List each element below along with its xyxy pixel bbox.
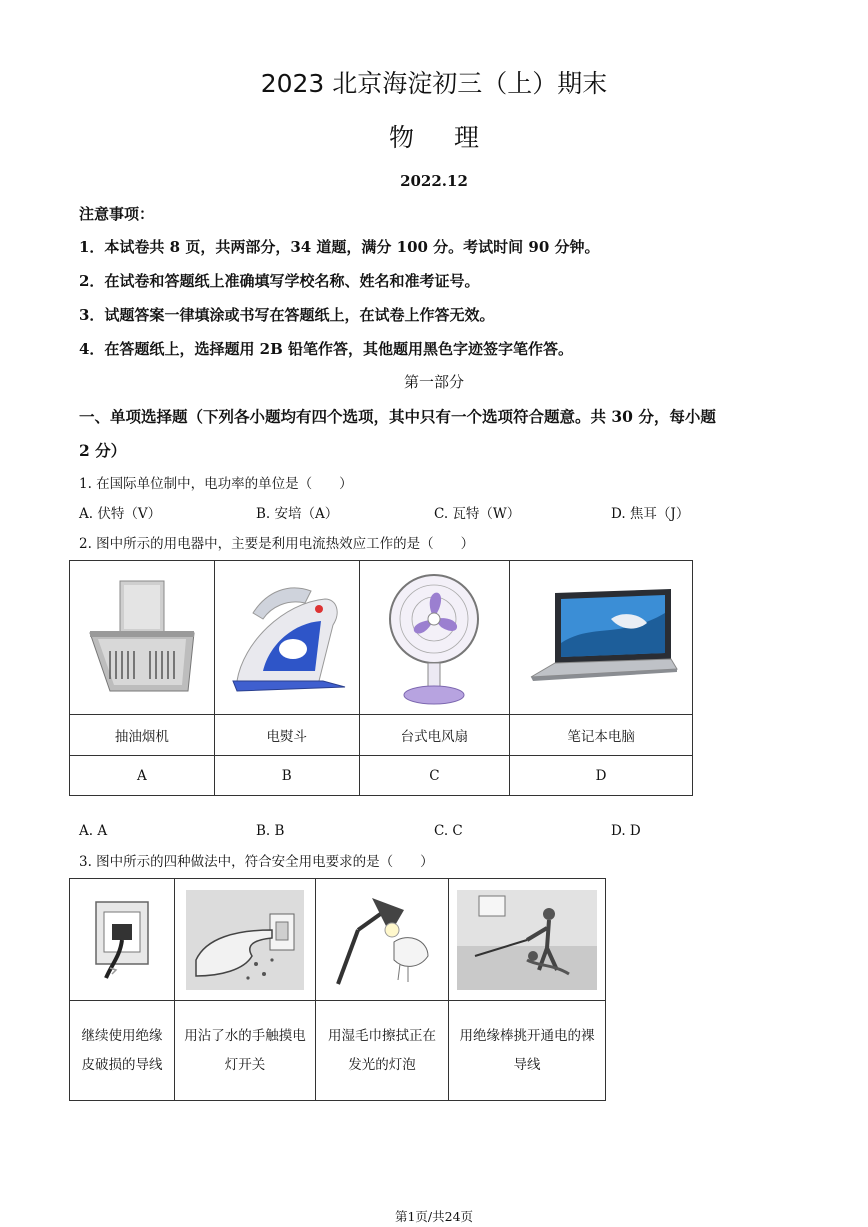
q2-option-d: D. D (611, 823, 641, 839)
note-item: 4．在答题纸上，选择题用 2B 铅笔作答，其他题用黑色字迹签字笔作答。 (79, 340, 573, 358)
q3-caption-a: 继续使用绝缘皮破损的导线 (70, 1001, 175, 1101)
q2-cell-letter: A (70, 756, 215, 796)
part-title: 第一部分 (403, 373, 464, 391)
rescue-stick-icon (449, 879, 606, 1001)
q2-cell-letter: C (359, 756, 510, 796)
q3-caption-b: 用沾了水的手触摸电灯开关 (175, 1001, 316, 1101)
q3-caption-d: 用绝缘棒挑开通电的裸导线 (449, 1001, 606, 1101)
q1-option-c: C. 瓦特（W） (434, 506, 521, 522)
q3-figure-table (69, 878, 606, 1101)
question-1-stem: 1. 在国际单位制中，电功率的单位是（ ） (79, 476, 353, 492)
q1-option-b: B. 安培（A） (256, 506, 339, 522)
q2-cell-name: 抽油烟机 (70, 715, 215, 756)
question-2-stem: 2. 图中所示的用电器中，主要是利用电流热效应工作的是（ ） (79, 536, 475, 552)
q2-option-b: B. B (256, 823, 285, 839)
page-title: 2023 北京海淀初三（上）期末 (260, 69, 608, 98)
q1-option-d: D. 焦耳（J） (611, 506, 690, 522)
exam-date: 2022.12 (400, 172, 468, 190)
section-heading: 一、单项选择题（下列各小题均有四个选项，其中只有一个选项符合题意。共 30 分，每小题 (79, 407, 716, 426)
page-footer: 第1页/共24页 (394, 1209, 474, 1224)
note-item: 1．本试卷共 8 页，共两部分，34 道题，满分 100 分。考试时间 90 分钟。 (79, 238, 600, 256)
damaged-plug-icon (70, 879, 175, 1001)
q2-cell-name: 笔记本电脑 (510, 715, 693, 756)
wet-hand-switch-icon (175, 879, 316, 1001)
q2-cell-letter: D (510, 756, 693, 796)
subject-title: 物理 (388, 123, 519, 152)
note-item: 2．在试卷和答题纸上准确填写学校名称、姓名和准考证号。 (79, 272, 480, 290)
question-3-stem: 3. 图中所示的四种做法中，符合安全用电要求的是（ ） (79, 854, 434, 870)
iron-icon (214, 561, 359, 715)
q2-figure-table (69, 560, 693, 796)
q2-cell-letter: B (214, 756, 359, 796)
section-heading-cont: 2 分） (79, 441, 127, 460)
q1-option-a: A. 伏特（V） (79, 506, 162, 522)
laptop-icon (510, 561, 693, 715)
notes-heading: 注意事项： (79, 205, 155, 223)
fan-icon (359, 561, 510, 715)
lamp-towel-icon (316, 879, 449, 1001)
q2-option-c: C. C (434, 823, 463, 839)
range-hood-icon (70, 561, 215, 715)
note-item: 3．试题答案一律填涂或书写在答题纸上，在试卷上作答无效。 (79, 306, 495, 324)
q2-cell-name: 台式电风扇 (359, 715, 510, 756)
q3-caption-c: 用湿毛巾擦拭正在发光的灯泡 (316, 1001, 449, 1101)
q2-option-a: A. A (79, 823, 108, 839)
q2-cell-name: 电熨斗 (214, 715, 359, 756)
